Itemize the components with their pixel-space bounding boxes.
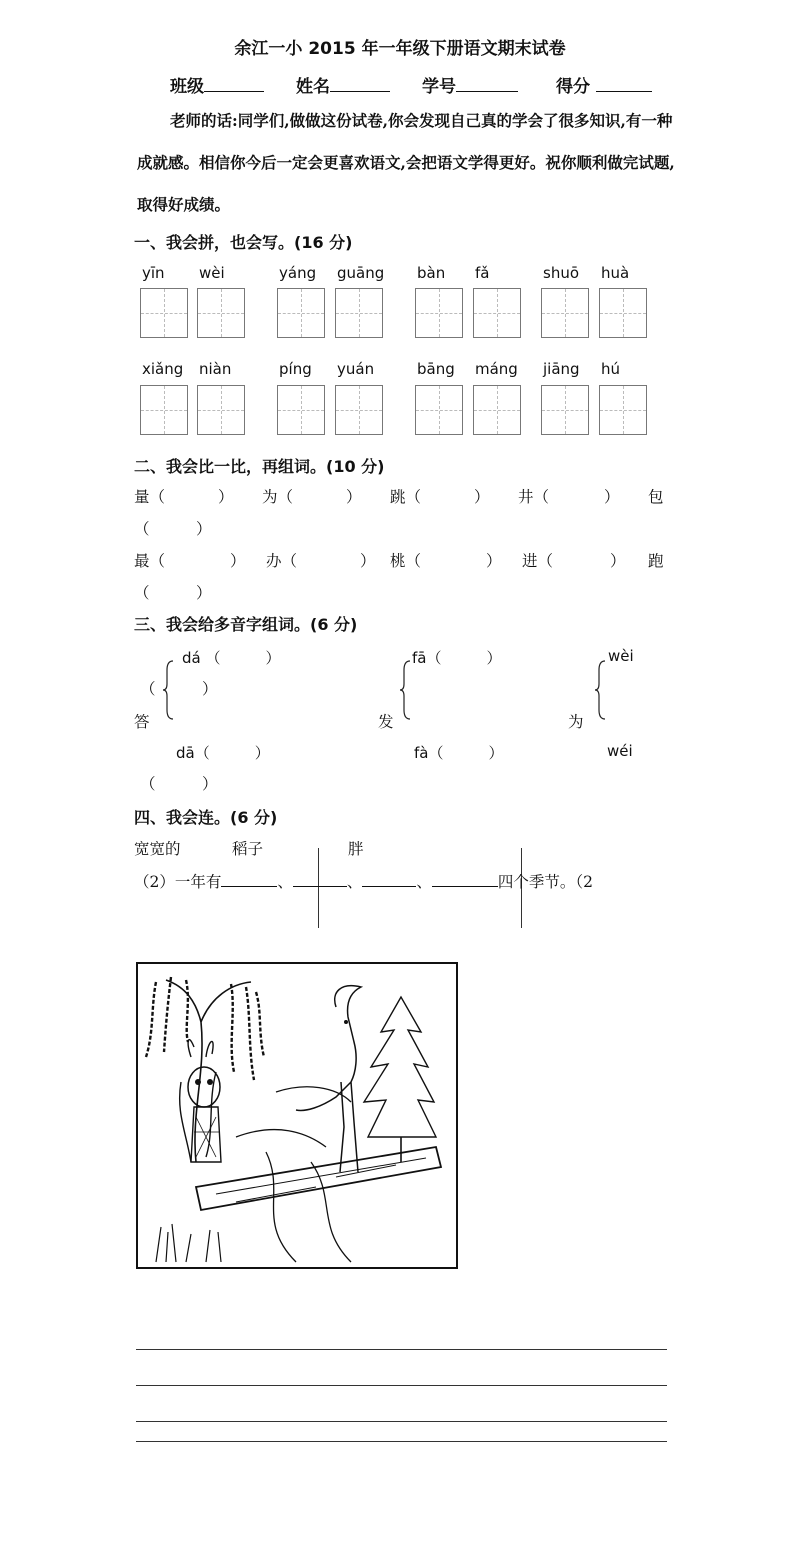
compare-paren: ） (218, 488, 234, 506)
compare-item: 跳（ (390, 488, 422, 506)
pinyin-syllable: xiǎng (142, 360, 184, 378)
pinyin-syllable: bāng (417, 360, 455, 378)
polyphone-wei-top: wèi (608, 647, 634, 665)
pinyin-syllable: jiāng (543, 360, 580, 378)
tian-zi-grid-box[interactable] (541, 385, 589, 435)
compare-paren: ） (230, 552, 246, 570)
pinyin-syllable: hú (601, 360, 621, 378)
polyphone-wei-char: 为 (568, 713, 584, 731)
pinyin-syllable: píng (279, 360, 312, 378)
pinyin-syllable: yáng (279, 264, 317, 282)
compare-item: 量（ (134, 488, 166, 506)
tian-zi-grid-box[interactable] (415, 288, 463, 338)
writing-line[interactable] (136, 1421, 667, 1422)
pinyin-syllable: máng (475, 360, 518, 378)
tian-zi-grid-box[interactable] (599, 385, 647, 435)
class-label: 班级 (170, 77, 204, 97)
section-3-heading: 三、我会给多音字组词。(6 分) (134, 615, 358, 634)
number-label: 学号 (422, 77, 456, 97)
compare-item: 进（ (522, 552, 554, 570)
season-blank[interactable] (293, 871, 347, 887)
pinyin-syllable: fǎ (475, 264, 490, 282)
name-label: 姓名 (296, 77, 330, 97)
pinyin-syllable: bàn (417, 264, 446, 282)
pinyin-syllable: yuán (337, 360, 375, 378)
compare-paren-wrap: （ ） (134, 520, 212, 538)
pinyin-syllable: shuō (543, 264, 580, 282)
compare-paren: ） (604, 488, 620, 506)
tian-zi-grid-box[interactable] (277, 385, 325, 435)
connect-word: 稻子 (232, 840, 264, 858)
goat-rabbit-bridge-illustration (136, 962, 458, 1269)
tian-zi-grid-box[interactable] (473, 385, 521, 435)
pinyin-syllable: huà (601, 264, 630, 282)
compare-item: 井（ (518, 488, 550, 506)
score-blank[interactable] (596, 75, 652, 92)
polyphone-da-paren: （ ） (140, 680, 218, 698)
tian-zi-grid-box[interactable] (277, 288, 325, 338)
pinyin-syllable: yīn (142, 264, 165, 282)
writing-line[interactable] (136, 1385, 667, 1386)
connect-word: 胖 (348, 840, 364, 858)
compare-item: 包 (648, 488, 664, 506)
tian-zi-grid-box[interactable] (197, 288, 245, 338)
compare-item: 跑 (648, 552, 664, 570)
writing-line[interactable] (136, 1441, 667, 1442)
number-blank[interactable] (456, 75, 518, 92)
polyphone-fa-bottom: fà（ ） (414, 744, 504, 762)
brace-icon (162, 660, 174, 720)
separator: 、 (416, 873, 432, 891)
polyphone-fa-top: fā（ ） (412, 649, 502, 667)
compare-paren-wrap: （ ） (134, 584, 212, 602)
pinyin-syllable: guāng (337, 264, 385, 282)
tian-zi-grid-box[interactable] (335, 288, 383, 338)
separator: 、 (346, 873, 363, 891)
tian-zi-grid-box[interactable] (335, 385, 383, 435)
brace-icon (594, 660, 606, 720)
compare-paren: ） (610, 552, 626, 570)
seasons-suffix: 四个季节。（2 (497, 873, 594, 891)
polyphone-wei-bottom: wéi (607, 742, 633, 760)
section-4-heading: 四、我会连。(6 分) (134, 808, 278, 827)
compare-paren: ） (346, 488, 362, 506)
season-blank[interactable] (432, 871, 498, 887)
compare-item: 办（ (266, 552, 298, 570)
polyphone-da-paren-2: （ ） (140, 775, 218, 793)
tian-zi-grid-box[interactable] (140, 288, 188, 338)
number-field (422, 72, 518, 97)
seasons-question (134, 870, 593, 892)
score-label: 得分 (556, 77, 590, 97)
polyphone-da-char: 答 (134, 713, 150, 731)
seasons-prefix: （2）一年有 (134, 873, 222, 891)
polyphone-fa-char: 发 (378, 713, 394, 731)
tian-zi-grid-box[interactable] (541, 288, 589, 338)
compare-item: 最（ (134, 552, 166, 570)
pinyin-syllable: niàn (199, 360, 232, 378)
name-blank[interactable] (330, 75, 390, 92)
tian-zi-grid-box[interactable] (473, 288, 521, 338)
teacher-intro: 老师的话:同学们,做做这份试卷,你会发现自己真的学会了很多知识,有一种成就感。相信你今后一定会更喜欢语文,会把语文学得更好。祝你顺利做完试题,取得好成绩。 (137, 111, 675, 214)
season-blank[interactable] (221, 871, 277, 887)
page-title: 余江一小 2015 年一年级下册语文期末试卷 (234, 39, 566, 59)
name-field (296, 72, 390, 97)
separator: 、 (277, 873, 293, 891)
class-field (170, 72, 264, 97)
pinyin-syllable: wèi (199, 264, 225, 282)
section-1-heading: 一、我会拼，也会写。(16 分) (134, 233, 353, 252)
compare-paren: ） (360, 552, 376, 570)
tian-zi-grid-box[interactable] (599, 288, 647, 338)
season-blank[interactable] (362, 871, 416, 887)
compare-item: 桃（ (390, 552, 422, 570)
tian-zi-grid-box[interactable] (197, 385, 245, 435)
compare-item: 为（ (262, 488, 294, 506)
compare-paren: ） (486, 552, 502, 570)
brace-icon (399, 660, 411, 720)
compare-paren: ） (474, 488, 490, 506)
polyphone-da-top: dá （ ） (182, 649, 281, 667)
tian-zi-grid-box[interactable] (415, 385, 463, 435)
polyphone-da-bottom: dā（ ） (176, 744, 270, 762)
connect-word: 宽宽的 (134, 840, 181, 858)
writing-line[interactable] (136, 1349, 667, 1350)
tian-zi-grid-box[interactable] (140, 385, 188, 435)
class-blank[interactable] (204, 75, 264, 92)
section-2-heading: 二、我会比一比，再组词。(10 分) (134, 457, 385, 476)
score-field (556, 72, 652, 97)
